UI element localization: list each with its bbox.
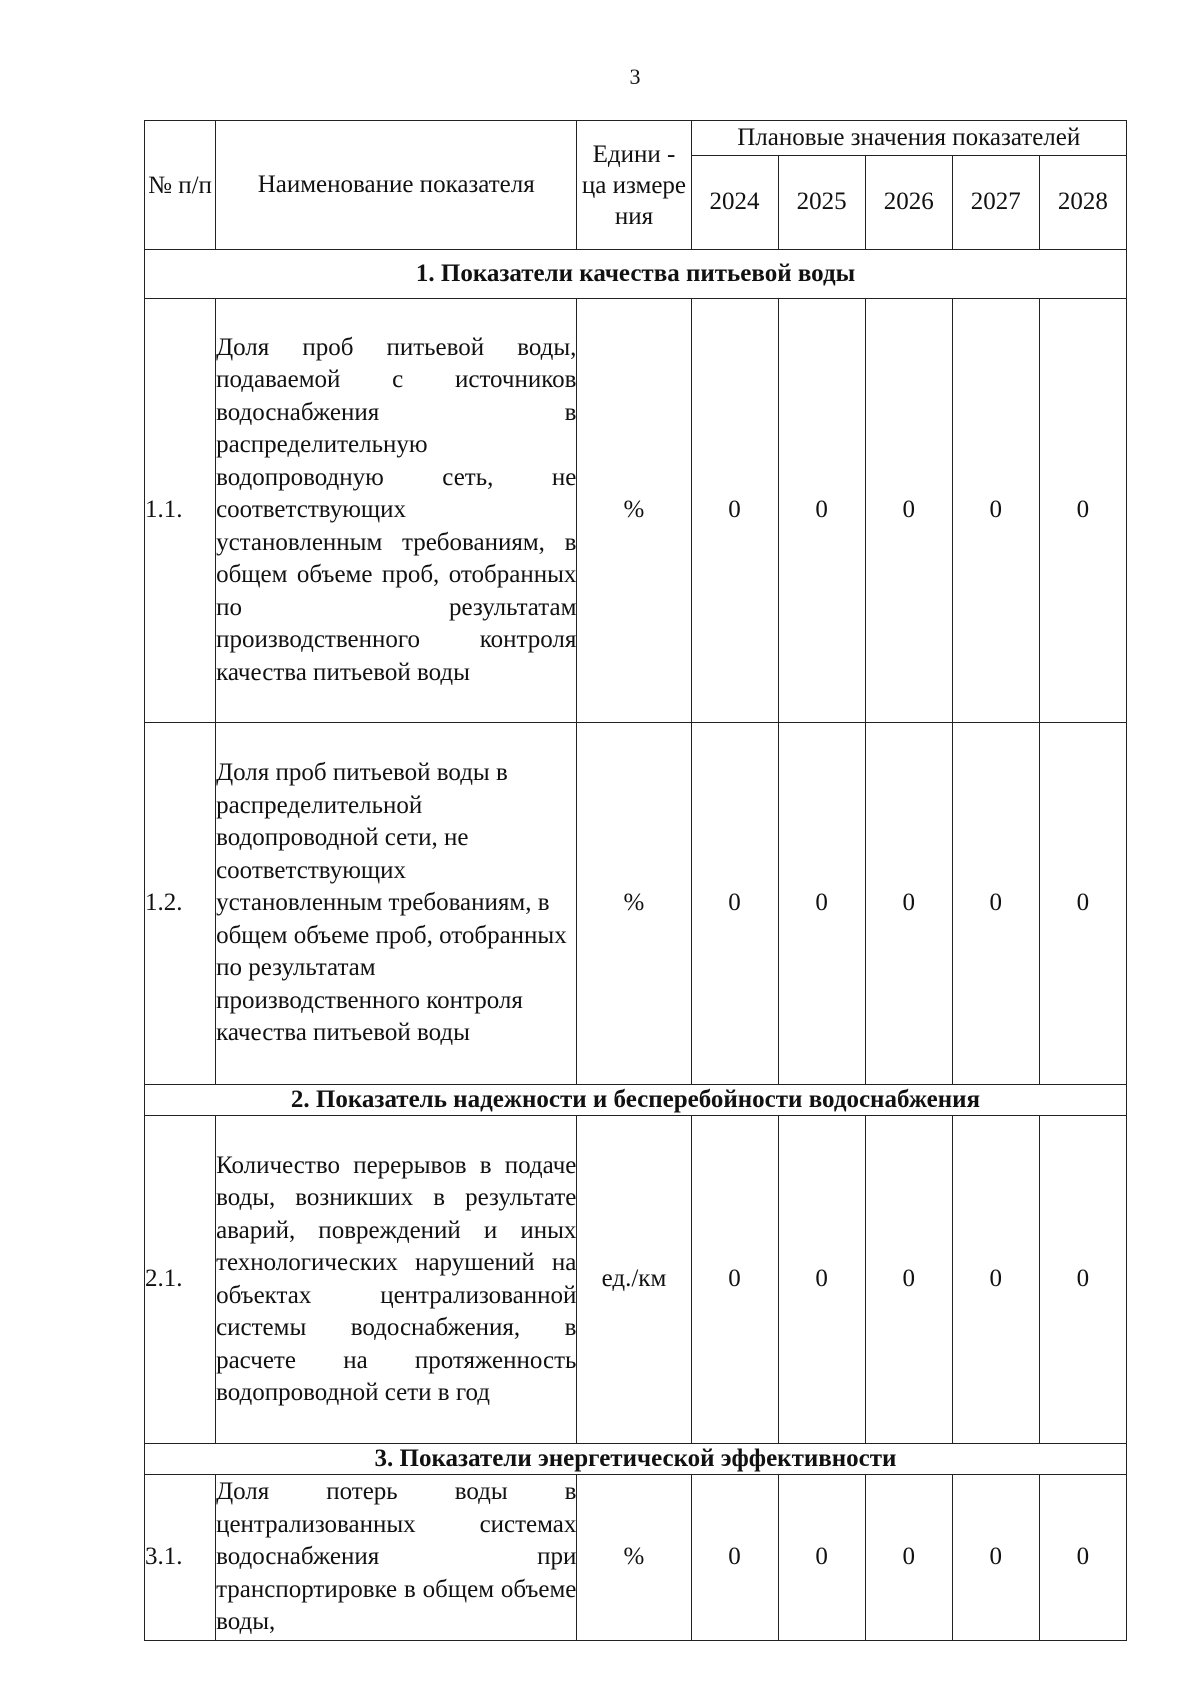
row-name: Количество перерывов в подаче воды, возникших в результате аварий, повреждений и иных технологических нарушений на объектах централизованной системы водоснабжения, в расчете на протяженность водопроводной сети в год <box>216 1116 577 1444</box>
row-value: 0 <box>1039 1116 1126 1444</box>
section-title: 3. Показатели энергетической эффективности <box>145 1444 1127 1475</box>
row-num: 2.1. <box>145 1116 216 1444</box>
row-value: 0 <box>778 299 865 723</box>
row-unit: % <box>577 723 691 1085</box>
header-name: Наименование показателя <box>216 121 577 250</box>
row-unit: % <box>577 299 691 723</box>
row-value: 0 <box>952 723 1039 1085</box>
header-year: 2025 <box>778 156 865 250</box>
header-year: 2024 <box>691 156 778 250</box>
header-plan: Плановые значения показателей <box>691 121 1126 156</box>
row-value: 0 <box>952 1475 1039 1641</box>
table-row <box>145 299 1127 723</box>
row-value: 0 <box>865 1475 952 1641</box>
row-value: 0 <box>952 299 1039 723</box>
row-value: 0 <box>691 1475 778 1641</box>
row-value: 0 <box>691 723 778 1085</box>
page-number: 3 <box>629 64 641 89</box>
row-num: 3.1. <box>145 1475 216 1641</box>
row-name: Доля потерь воды в централизованных системах водоснабжения при транспортировке в общем объеме воды, <box>216 1475 577 1641</box>
header-unit: Едини - ца измере ния <box>577 121 691 250</box>
row-value: 0 <box>778 1475 865 1641</box>
row-value: 0 <box>1039 1475 1126 1641</box>
row-name: Доля проб питьевой воды в распределительной водопроводной сети, не соответствующих установленным требованиям, в общем объеме проб, отобранных по результатам производственного контроля качества питьевой воды <box>216 723 577 1085</box>
indicators-table <box>144 120 1127 1641</box>
section-title: 2. Показатель надежности и бесперебойности водоснабжения <box>145 1085 1127 1116</box>
header-num: № п/п <box>145 121 216 250</box>
row-unit: ед./км <box>577 1116 691 1444</box>
row-value: 0 <box>865 723 952 1085</box>
table-row <box>145 1116 1127 1444</box>
table-row <box>145 723 1127 1085</box>
row-value: 0 <box>778 723 865 1085</box>
row-value: 0 <box>691 1116 778 1444</box>
row-name: Доля проб питьевой воды, подаваемой с источников водоснабжения в распределительную водопроводную сеть, не соответствующих установленным требованиям, в общем объеме проб, отобранных по результатам производственного контроля качества питьевой воды <box>216 299 577 723</box>
row-num: 1.2. <box>145 723 216 1085</box>
section-title: 1. Показатели качества питьевой воды <box>145 250 1127 299</box>
row-value: 0 <box>865 1116 952 1444</box>
row-value: 0 <box>778 1116 865 1444</box>
row-value: 0 <box>691 299 778 723</box>
row-value: 0 <box>865 299 952 723</box>
header-year: 2028 <box>1039 156 1126 250</box>
table-row <box>145 1475 1127 1641</box>
row-value: 0 <box>1039 299 1126 723</box>
row-value: 0 <box>1039 723 1126 1085</box>
row-unit: % <box>577 1475 691 1641</box>
row-value: 0 <box>952 1116 1039 1444</box>
row-num: 1.1. <box>145 299 216 723</box>
header-year: 2027 <box>952 156 1039 250</box>
header-year: 2026 <box>865 156 952 250</box>
